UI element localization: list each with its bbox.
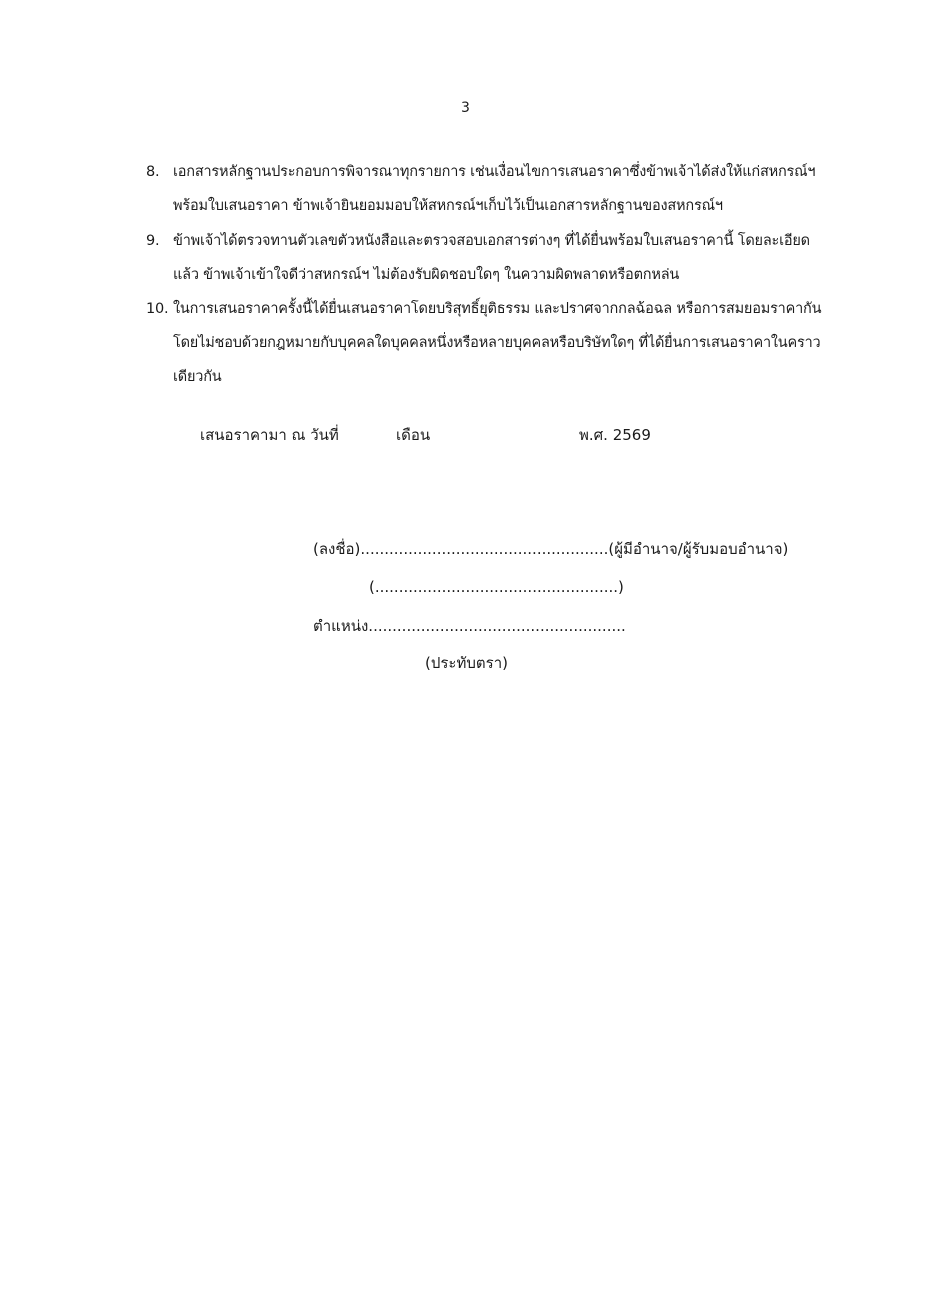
clause-text: ข้าพเจ้าได้ตรวจทานตัวเลขตัวหนังสือและตรวจสอบเอกสารต่างๆ ที่ได้ยื่นพร้อมใบเสนอราคานี้ โดยละเอียด: [173, 233, 810, 249]
clause-text: ในการเสนอราคาครั้งนี้ได้ยื่นเสนอราคาโดยบริสุทธิ์ยุติธรรม และปราศจากกลฉ้อฉล หรือการสมยอมราคากัน: [173, 301, 822, 317]
clause-10-line-2: โดยไม่ชอบด้วยกฎหมายกับบุคคลใดบุคคลหนึ่งหรือหลายบุคคลหรือบริษัทใดๆ ที่ได้ยื่นการเสนอราคาในคราว: [173, 335, 821, 351]
clause-10-line-3: เดียวกัน: [173, 369, 222, 385]
clause-9-line-1: [146, 224, 866, 258]
clause-number: 8.: [146, 164, 160, 180]
offer-month-label: เดือน: [396, 426, 431, 444]
printed-name-line: (...................................................): [369, 578, 624, 596]
clause-number: 10.: [146, 301, 169, 317]
clause-9: [146, 224, 866, 292]
company-seal-label: (ประทับตรา): [425, 654, 508, 672]
clause-9-line-2: แล้ว ข้าพเจ้าเข้าใจดีว่าสหกรณ์ฯ ไม่ต้องรับผิดชอบใดๆ ในความผิดพลาดหรือตกหล่น: [173, 267, 680, 283]
clause-10-line-1: [146, 292, 866, 326]
clause-10: [146, 292, 866, 394]
offer-year-label: พ.ศ. 2569: [579, 426, 651, 444]
clause-text: เอกสารหลักฐานประกอบการพิจารณาทุกรายการ เช่นเงื่อนไขการเสนอราคาซึ่งข้าพเจ้าได้ส่งให้แก่สหกรณ์ฯ: [173, 164, 816, 180]
clause-8: [146, 155, 866, 223]
offer-day-label: เสนอราคามา ณ วันที่: [200, 426, 339, 444]
clause-8-line-2: พร้อมใบเสนอราคา ข้าพเจ้ายินยอมมอบให้สหกรณ์ฯเก็บไว้เป็นเอกสารหลักฐานของสหกรณ์ฯ: [173, 198, 723, 214]
signature-line: (ลงชื่อ)....................................................(ผู้มีอำนาจ/ผู้รับมอบอำนาจ): [313, 540, 789, 558]
position-line: ตำแหน่ง......................................................: [313, 617, 626, 635]
clause-number: 9.: [146, 233, 160, 249]
clause-8-line-1: [146, 155, 866, 189]
page-number: 3: [461, 100, 470, 116]
